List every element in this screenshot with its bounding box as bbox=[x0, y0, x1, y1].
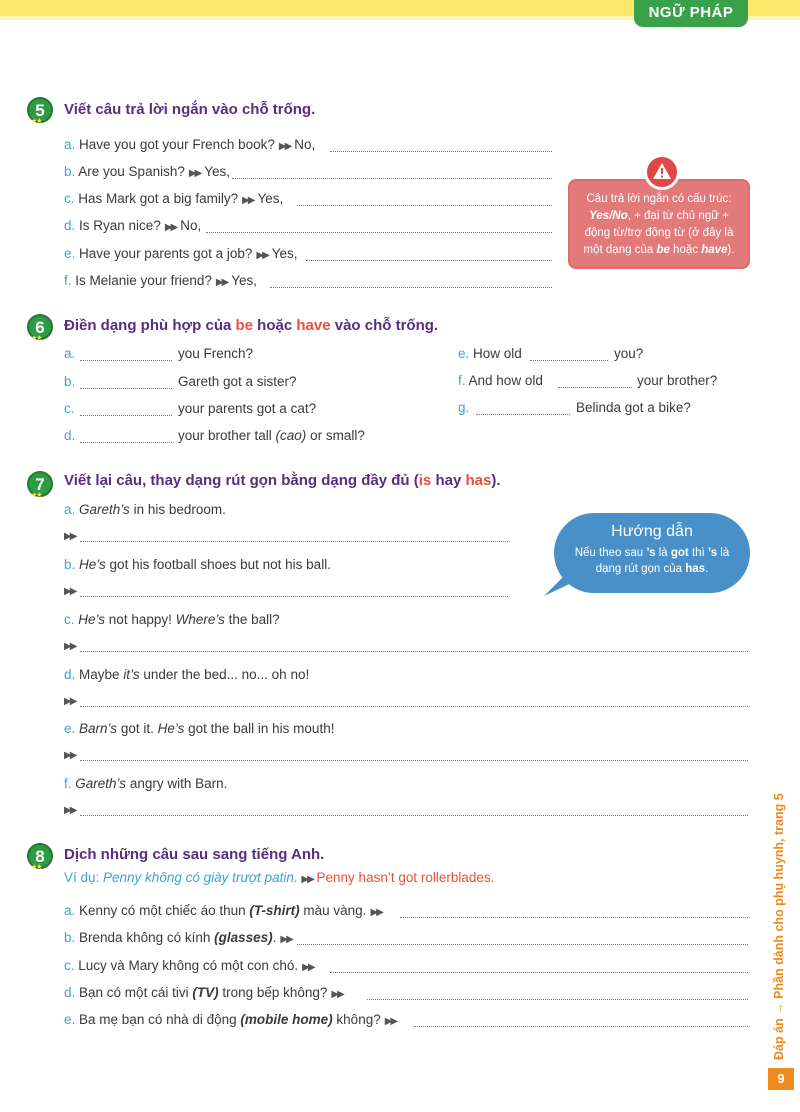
example-line bbox=[64, 870, 494, 885]
item-label: e. bbox=[458, 346, 470, 361]
item-label: d. bbox=[64, 667, 76, 682]
note-emphasis: Yes/No bbox=[589, 210, 628, 222]
contraction: Where’s bbox=[175, 612, 225, 627]
double-arrow-icon: ▶▶ bbox=[64, 641, 76, 652]
item-label: a. bbox=[64, 502, 76, 517]
double-arrow-icon: ▶▶ bbox=[280, 934, 292, 945]
translation-hint: (TV) bbox=[192, 985, 219, 1000]
item-label: b. bbox=[64, 374, 76, 389]
guide-bubble-tail bbox=[540, 570, 580, 598]
double-arrow-icon: ▶▶ bbox=[278, 141, 291, 152]
sentence-text: trong bếp không? bbox=[218, 985, 328, 1000]
double-arrow-icon: ▶▶ bbox=[164, 222, 177, 233]
difficulty-stars-icon: ★★ bbox=[31, 335, 42, 342]
sentence-text: angry with Barn. bbox=[126, 776, 228, 791]
sentence-text: không? bbox=[332, 1012, 381, 1027]
contraction: He’s bbox=[157, 721, 185, 736]
note-line: ). bbox=[727, 244, 735, 256]
item-label: f. bbox=[64, 776, 72, 791]
answer-blank[interactable] bbox=[80, 415, 172, 416]
translation-hint: (T-shirt) bbox=[249, 903, 300, 918]
exercise-5-title: Viết câu trả lời ngắn vào chỗ trống. bbox=[64, 101, 316, 118]
answer-blank[interactable] bbox=[232, 178, 552, 179]
guide-bubble bbox=[554, 513, 750, 593]
warning-icon bbox=[644, 154, 680, 190]
exercise-8-title: Dịch những câu sau sang tiếng Anh. bbox=[64, 846, 325, 863]
note-line: Câu trả lời ngắn có cấu trúc: bbox=[586, 193, 732, 205]
item-label: a. bbox=[64, 346, 76, 361]
question-text: Are you Spanish? bbox=[78, 164, 185, 179]
guide-text: Nếu theo sau ’s là got thì ’s là dạng rút gọn của has. bbox=[574, 547, 730, 575]
sentence-text: Kenny có một chiếc áo thun bbox=[79, 903, 250, 918]
sentence-text: . bbox=[272, 930, 277, 945]
translation-hint: (glasses) bbox=[214, 930, 273, 945]
item-label: d. bbox=[64, 985, 76, 1000]
question-text: Is Melanie your friend? bbox=[75, 273, 212, 288]
question-text: Has Mark got a big family? bbox=[78, 191, 239, 206]
double-arrow-icon: ▶▶ bbox=[64, 531, 76, 542]
question-text: Have your parents got a job? bbox=[79, 246, 253, 261]
note-emphasis: be bbox=[656, 244, 670, 256]
item-label: a. bbox=[64, 137, 76, 152]
question-text: or small? bbox=[306, 428, 365, 443]
exercise-7-badge: 7 bbox=[27, 471, 53, 497]
double-arrow-icon: ▶▶ bbox=[64, 750, 76, 761]
exercise-8-item bbox=[64, 1012, 400, 1027]
question-text: And how old bbox=[468, 373, 543, 388]
question-text: Gareth got a sister? bbox=[178, 374, 297, 389]
question-text: your brother? bbox=[637, 373, 718, 388]
sentence-text: got it. bbox=[117, 721, 158, 736]
answer-blank[interactable] bbox=[80, 760, 748, 761]
answer-blank[interactable] bbox=[330, 151, 552, 152]
example-vietnamese: Penny không có giày trượt patin. bbox=[103, 870, 298, 885]
section-tab: NGỮ PHÁP bbox=[634, 0, 748, 27]
exercise-6-item-label bbox=[64, 401, 75, 416]
exercise-6-item-label bbox=[458, 346, 522, 361]
item-label: b. bbox=[64, 164, 76, 179]
item-label: f. bbox=[458, 373, 466, 388]
answer-start: Yes, bbox=[204, 164, 231, 179]
example-english: Penny hasn’t got rollerblades. bbox=[316, 870, 495, 885]
example-label: Ví dụ: bbox=[64, 870, 104, 885]
answer-blank[interactable] bbox=[206, 232, 552, 233]
exercise-6-item-text bbox=[178, 374, 297, 389]
double-arrow-icon: ▶▶ bbox=[215, 277, 228, 288]
exercise-5-item bbox=[64, 137, 315, 152]
answer-blank[interactable] bbox=[330, 972, 748, 973]
exercise-6-item-label bbox=[458, 400, 469, 415]
item-label: e. bbox=[64, 1012, 76, 1027]
exercise-6-title: Điền dạng phù hợp của be hoặc have vào chỗ trống. bbox=[64, 317, 439, 334]
contraction: He’s bbox=[78, 612, 106, 627]
exercise-7-item bbox=[64, 667, 309, 682]
exercise-6-item-text bbox=[178, 401, 316, 416]
exercise-6-item-text bbox=[178, 428, 365, 443]
difficulty-stars-icon: ★★ bbox=[31, 864, 42, 871]
exercise-6-badge: 6 bbox=[27, 314, 53, 340]
exercise-6-item-text bbox=[637, 373, 717, 388]
note-line: động từ/trợ động từ (ở đây là bbox=[584, 227, 734, 239]
sentence-text: Bạn có một cái tivi bbox=[79, 985, 193, 1000]
exercise-7-title: Viết lại câu, thay dạng rút gọn bằng dạng đầy đủ (is hay has). bbox=[64, 472, 501, 489]
answer-blank[interactable] bbox=[80, 596, 508, 597]
double-arrow-icon: ▶▶ bbox=[256, 250, 268, 261]
answer-blank[interactable] bbox=[414, 1026, 748, 1027]
exercise-5-item bbox=[64, 164, 230, 179]
double-arrow-icon: ▶▶ bbox=[302, 962, 314, 973]
exercise-7-item bbox=[64, 502, 226, 517]
sentence-text: Ba mẹ bạn có nhà di động bbox=[79, 1012, 241, 1027]
exercise-8-item bbox=[64, 903, 386, 918]
double-arrow-icon: ▶▶ bbox=[370, 907, 382, 918]
double-arrow-icon: ▶▶ bbox=[64, 805, 76, 816]
answer-start: Yes, bbox=[231, 273, 258, 288]
item-label: g. bbox=[458, 400, 470, 415]
exercise-5-item bbox=[64, 246, 298, 261]
sentence-text: got his football shoes but not his ball. bbox=[105, 557, 331, 572]
contraction: Barn’s bbox=[79, 721, 118, 736]
question-text: Have you got your French book? bbox=[79, 137, 275, 152]
sentence-text: Lucy và Mary không có một con chó. bbox=[78, 958, 299, 973]
answer-blank[interactable] bbox=[400, 917, 748, 918]
difficulty-stars-icon: ★★ bbox=[31, 118, 42, 125]
question-text: your brother tall bbox=[178, 428, 276, 443]
answer-blank[interactable] bbox=[80, 442, 172, 443]
sentence-text: under the bed... no... oh no! bbox=[139, 667, 310, 682]
exercise-8-badge: 8 bbox=[27, 843, 53, 869]
answer-start: No, bbox=[180, 218, 202, 233]
item-label: c. bbox=[64, 401, 75, 416]
exercise-8-item bbox=[64, 958, 318, 973]
item-label: c. bbox=[64, 612, 75, 627]
contraction: it’s bbox=[123, 667, 140, 682]
exercise-6-item-label bbox=[458, 373, 543, 388]
sentence-text: màu vàng. bbox=[299, 903, 367, 918]
note-line: một dạng của bbox=[583, 244, 657, 256]
double-arrow-icon: ▶▶ bbox=[331, 989, 343, 1000]
answer-key-sidebar bbox=[752, 790, 792, 1060]
answer-blank[interactable] bbox=[367, 999, 748, 1000]
double-arrow-icon: ▶▶ bbox=[64, 696, 76, 707]
sentence-text: got the ball in his mouth! bbox=[184, 721, 335, 736]
translation-hint: (mobile home) bbox=[240, 1012, 333, 1027]
exercise-6-item-label bbox=[64, 374, 75, 389]
answer-blank[interactable] bbox=[80, 651, 748, 652]
answer-blank[interactable] bbox=[270, 287, 552, 288]
sentence-text: Brenda không có kính bbox=[79, 930, 215, 945]
answer-start: Yes, bbox=[271, 246, 298, 261]
sentence-text: in his bedroom. bbox=[129, 502, 226, 517]
item-label: b. bbox=[64, 557, 76, 572]
guide-title: Hướng dẫn bbox=[611, 523, 693, 540]
double-arrow-icon: ▶▶ bbox=[384, 1016, 397, 1027]
exercise-6-item-text bbox=[614, 346, 643, 361]
item-label: d. bbox=[64, 428, 76, 443]
answer-blank[interactable] bbox=[306, 260, 552, 261]
exercise-7-item bbox=[64, 721, 334, 736]
question-text: you French? bbox=[178, 346, 254, 361]
item-label: e. bbox=[64, 721, 76, 736]
exercise-7-item bbox=[64, 612, 280, 627]
exercise-5-item bbox=[64, 218, 201, 233]
note-line: hoặc bbox=[669, 244, 702, 256]
exercise-8-item bbox=[64, 930, 296, 945]
translation-hint: (cao) bbox=[275, 428, 307, 443]
difficulty-stars-icon: ★★ bbox=[31, 492, 42, 499]
double-arrow-icon: ▶▶ bbox=[301, 874, 313, 885]
note-emphasis: have bbox=[701, 244, 728, 256]
item-label: c. bbox=[64, 191, 75, 206]
note-line: , + đại từ chủ ngữ + bbox=[627, 210, 729, 222]
item-label: f. bbox=[64, 273, 72, 288]
exercise-6-item-label bbox=[64, 346, 75, 361]
contraction: Gareth’s bbox=[79, 502, 130, 517]
question-text: Is Ryan nice? bbox=[79, 218, 161, 233]
exercise-5-item bbox=[64, 273, 257, 288]
contraction: Gareth’s bbox=[75, 776, 127, 791]
answer-key-text: Đáp án → Phần dành cho phụ huynh, trang 5 bbox=[772, 793, 786, 1060]
answer-blank[interactable] bbox=[476, 414, 570, 415]
answer-blank[interactable] bbox=[80, 541, 508, 542]
sentence-text: the ball? bbox=[224, 612, 280, 627]
answer-blank[interactable] bbox=[558, 387, 632, 388]
item-label: d. bbox=[64, 218, 76, 233]
answer-blank[interactable] bbox=[530, 360, 608, 361]
double-arrow-icon: ▶▶ bbox=[188, 168, 201, 179]
sentence-text: Maybe bbox=[79, 667, 124, 682]
answer-start: No, bbox=[294, 137, 316, 152]
answer-blank[interactable] bbox=[80, 388, 172, 389]
exercise-6-item-label bbox=[64, 428, 75, 443]
question-text: Belinda got a bike? bbox=[576, 400, 691, 415]
exercise-8-item bbox=[64, 985, 347, 1000]
exercise-6-item-text bbox=[178, 346, 253, 361]
item-label: c. bbox=[64, 958, 75, 973]
item-label: b. bbox=[64, 930, 76, 945]
note-box bbox=[568, 179, 750, 269]
answer-start: Yes, bbox=[257, 191, 284, 206]
answer-blank[interactable] bbox=[80, 815, 748, 816]
exercise-5-item bbox=[64, 191, 283, 206]
answer-blank[interactable] bbox=[297, 944, 748, 945]
contraction: He’s bbox=[79, 557, 106, 572]
exercise-6-item-text bbox=[576, 400, 691, 415]
question-text: your parents got a cat? bbox=[178, 401, 317, 416]
question-text: you? bbox=[614, 346, 644, 361]
item-label: e. bbox=[64, 246, 76, 261]
sentence-text: not happy! bbox=[105, 612, 176, 627]
double-arrow-icon: ▶▶ bbox=[64, 586, 76, 597]
answer-blank[interactable] bbox=[80, 706, 748, 707]
answer-blank[interactable] bbox=[80, 360, 172, 361]
exercise-7-item bbox=[64, 776, 227, 791]
question-text: How old bbox=[473, 346, 522, 361]
exercise-7-item bbox=[64, 557, 331, 572]
answer-blank[interactable] bbox=[297, 205, 552, 206]
double-arrow-icon: ▶▶ bbox=[242, 195, 254, 206]
exercise-5-badge: 5 bbox=[27, 97, 53, 123]
item-label: a. bbox=[64, 903, 76, 918]
page-number: 9 bbox=[768, 1068, 794, 1090]
